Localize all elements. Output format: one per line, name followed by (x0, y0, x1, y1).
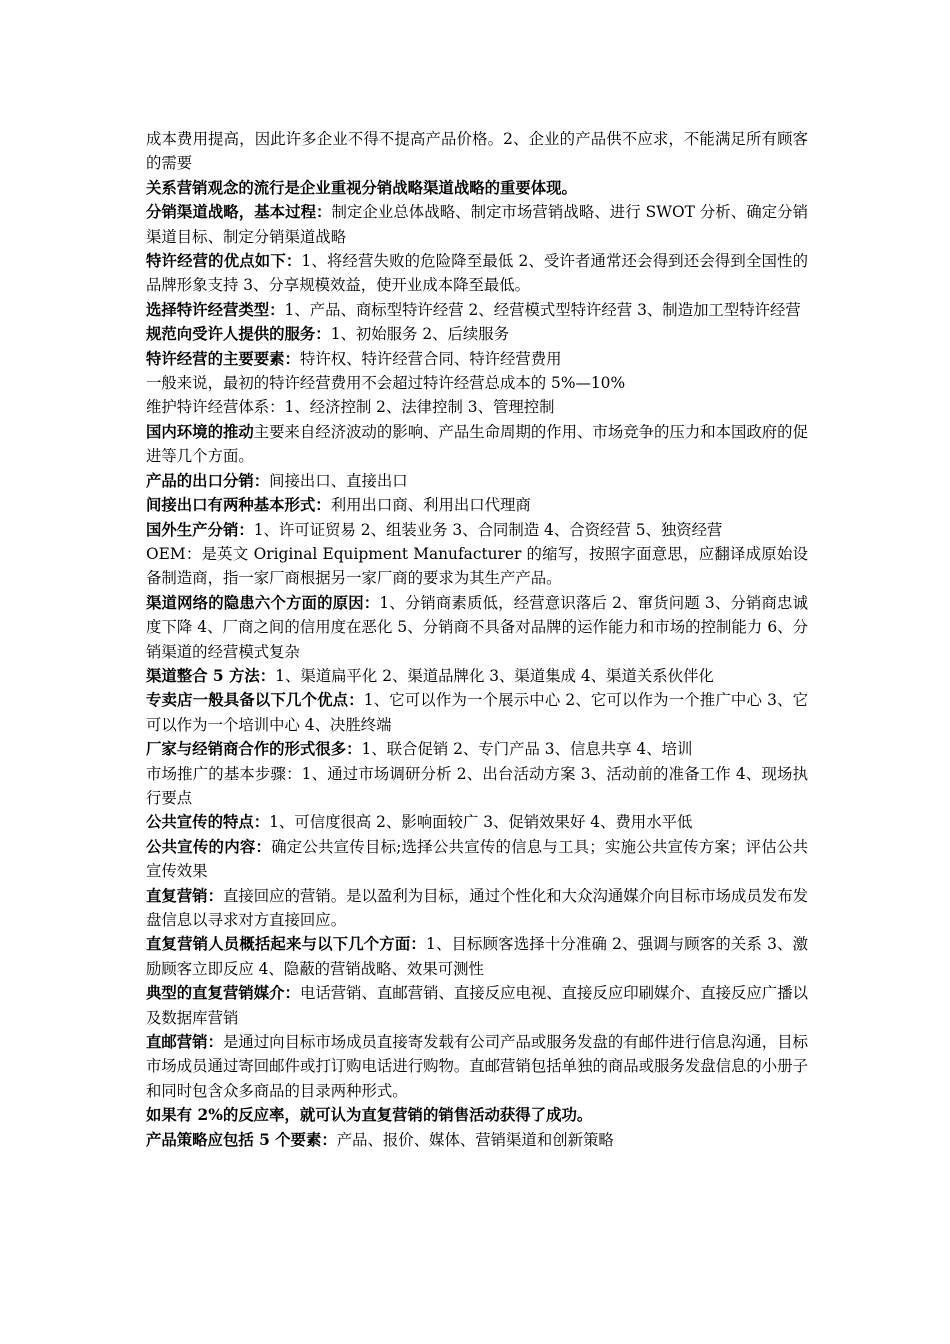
paragraph-text: 1、目标顾客选择十分准确 2、强调与顾客的关系 3、激励顾客立即反应 4、隐蔽的营销战略、效果可测性 (146, 935, 808, 978)
paragraph-text: 1、许可证贸易 2、组装业务 3、合同制造 4、合资经营 5、独资经营 (253, 520, 723, 539)
paragraph-heading: 关系营销观念的流行是企业重视分销战略渠道战略的重要体现。 (146, 178, 577, 197)
paragraph-21 (146, 835, 808, 884)
paragraph-8 (146, 371, 808, 395)
paragraph-text: 成本费用提高，因此许多企业不得不提高产品价格。2、企业的产品供不应求，不能满足所有顾客的需要 (146, 130, 808, 173)
paragraph-heading: 专卖店一般具备以下几个优点： (146, 691, 364, 710)
paragraph-16 (146, 664, 808, 688)
paragraph-6 (146, 322, 808, 346)
paragraph-text: 维护特许经营体系：1、经济控制 2、法律控制 3、管理控制 (146, 398, 555, 417)
paragraph-text: 1、产品、商标型特许经营 2、经营模式型特许经营 3、制造加工型特许经营 (284, 300, 801, 319)
paragraph-heading: 渠道整合 5 方法： (146, 666, 276, 685)
paragraph-heading: 国外生产分销： (146, 520, 254, 539)
paragraph-14 (146, 542, 808, 591)
paragraph-text: 是通过向目标市场成员直接寄发载有公司产品或服务发盘的有邮件进行信息沟通，目标市场成员通过寄回邮件或打订购电话进行购物。直邮营销包括单独的商品或服务发盘信息的小册子和同时包含众多商品的目录两种形式。 (146, 1033, 808, 1100)
paragraph-text: 1、它可以作为一个展示中心 2、它可以作为一个推广中心 3、它可以作为一个培训中心 4、决胜终端 (146, 691, 808, 734)
paragraph-text: 一般来说，最初的特许经营费用不会超过特许经营总成本的 5%—10% (146, 374, 626, 393)
paragraph-text: 1、将经营失败的危险降至最低 2、受许者通常还会得到还会得到全国性的品牌形象支持 3、分享规模效益，使开业成本降至最低。 (146, 252, 808, 295)
paragraph-text: 1、初始服务 2、后续服务 (330, 325, 510, 344)
document-body (146, 127, 808, 1152)
paragraph-text: 1、分销商素质低，经营意识落后 2、窜货问题 3、分销商忠诚度下降 4、厂商之间的信用度在恶化 5、分销商不具备对品牌的运作能力和市场的控制能力 6、分销渠道的经营模式复杂 (146, 593, 808, 661)
paragraph-text: 制定企业总体战略、制定市场营销战略、进行 SWOT 分析、确定分销渠道目标、制定分销渠道战略 (146, 203, 808, 246)
paragraph-15 (146, 591, 808, 664)
paragraph-heading: 产品策略应包括 5 个要素： (146, 1130, 337, 1149)
paragraph-text: 特许权、特许经营合同、特许经营费用 (299, 349, 562, 368)
paragraph-heading: 特许经营的优点如下： (146, 252, 302, 271)
paragraph-text: 1、可信度很高 2、影响面较广 3、促销效果好 4、费用水平低 (269, 813, 693, 832)
paragraph-text: 利用出口商、利用出口代理商 (330, 496, 531, 515)
paragraph-heading: 选择特许经营类型： (146, 300, 285, 319)
paragraph-heading: 分销渠道战略，基本过程： (146, 203, 332, 222)
paragraph-heading: 如果有 2%的反应率，就可认为直复营销的销售活动获得了成功。 (146, 1106, 593, 1125)
paragraph-13 (146, 518, 808, 542)
paragraph-12 (146, 493, 808, 517)
paragraph-text: OEM：是英文 Original Equipment Manufacturer 的缩写，按照字面意思，应翻译成原始设备制造商，指一家厂商根据另一家厂商的要求为其生产产品。 (146, 544, 808, 588)
paragraph-19 (146, 762, 808, 811)
paragraph-11 (146, 469, 808, 493)
paragraph-heading: 公共宣传的特点： (146, 813, 270, 832)
paragraph-27 (146, 1128, 808, 1152)
paragraph-text: 1、联合促销 2、专门产品 3、信息共享 4、培训 (361, 740, 693, 759)
paragraph-4 (146, 249, 808, 298)
paragraph-7 (146, 347, 808, 371)
paragraph-5 (146, 298, 808, 322)
paragraph-17 (146, 688, 808, 737)
paragraph-heading: 直复营销人员概括起来与以下几个方面： (146, 935, 426, 954)
paragraph-text: 电话营销、直邮营销、直接反应电视、直接反应印刷媒介、直接反应广播以及数据库营销 (146, 984, 808, 1027)
paragraph-22 (146, 884, 808, 933)
paragraph-25 (146, 1030, 808, 1103)
paragraph-text: 直接回应的营销。是以盈利为目标，通过个性化和大众沟通媒介向目标市场成员发布发盘信息以寻求对方直接回应。 (146, 886, 808, 929)
paragraph-23 (146, 932, 808, 981)
paragraph-text: 间接出口、直接出口 (269, 471, 408, 490)
paragraph-3 (146, 200, 808, 249)
paragraph-text: 主要来自经济波动的影响、产品生命周期的作用、市场竞争的压力和本国政府的促进等几个方面。 (146, 422, 808, 466)
paragraph-heading: 产品的出口分销： (146, 471, 270, 490)
paragraph-9 (146, 395, 808, 419)
paragraph-text: 1、渠道扁平化 2、渠道品牌化 3、渠道集成 4、渠道关系伙伴化 (275, 666, 714, 685)
paragraph-heading: 国内环境的推动 (146, 422, 254, 441)
paragraph-heading: 渠道网络的隐患六个方面的原因： (146, 593, 380, 612)
paragraph-10 (146, 420, 808, 469)
paragraph-heading: 厂家与经销商合作的形式很多： (146, 740, 362, 759)
paragraph-heading: 公共宣传的内容： (146, 837, 272, 856)
paragraph-text: 市场推广的基本步骤：1、通过市场调研分析 2、出台活动方案 3、活动前的准备工作 4、现场执行要点 (146, 764, 808, 807)
paragraph-heading: 间接出口有两种基本形式： (146, 496, 331, 515)
paragraph-heading: 规范向受许人提供的服务： (146, 325, 331, 344)
paragraph-heading: 典型的直复营销媒介： (146, 984, 300, 1003)
paragraph-1 (146, 127, 808, 176)
paragraph-heading: 直复营销： (146, 886, 223, 905)
paragraph-heading: 直邮营销： (146, 1033, 223, 1052)
paragraph-20 (146, 810, 808, 834)
paragraph-text: 确定公共宣传目标;选择公共宣传的信息与工具；实施公共宣传方案；评估公共宣传效果 (146, 837, 808, 881)
paragraph-26 (146, 1103, 808, 1127)
paragraph-text: 产品、报价、媒体、营销渠道和创新策略 (336, 1130, 614, 1149)
paragraph-18 (146, 737, 808, 761)
paragraph-heading: 特许经营的主要要素： (146, 349, 300, 368)
paragraph-24 (146, 981, 808, 1030)
paragraph-2 (146, 176, 808, 200)
